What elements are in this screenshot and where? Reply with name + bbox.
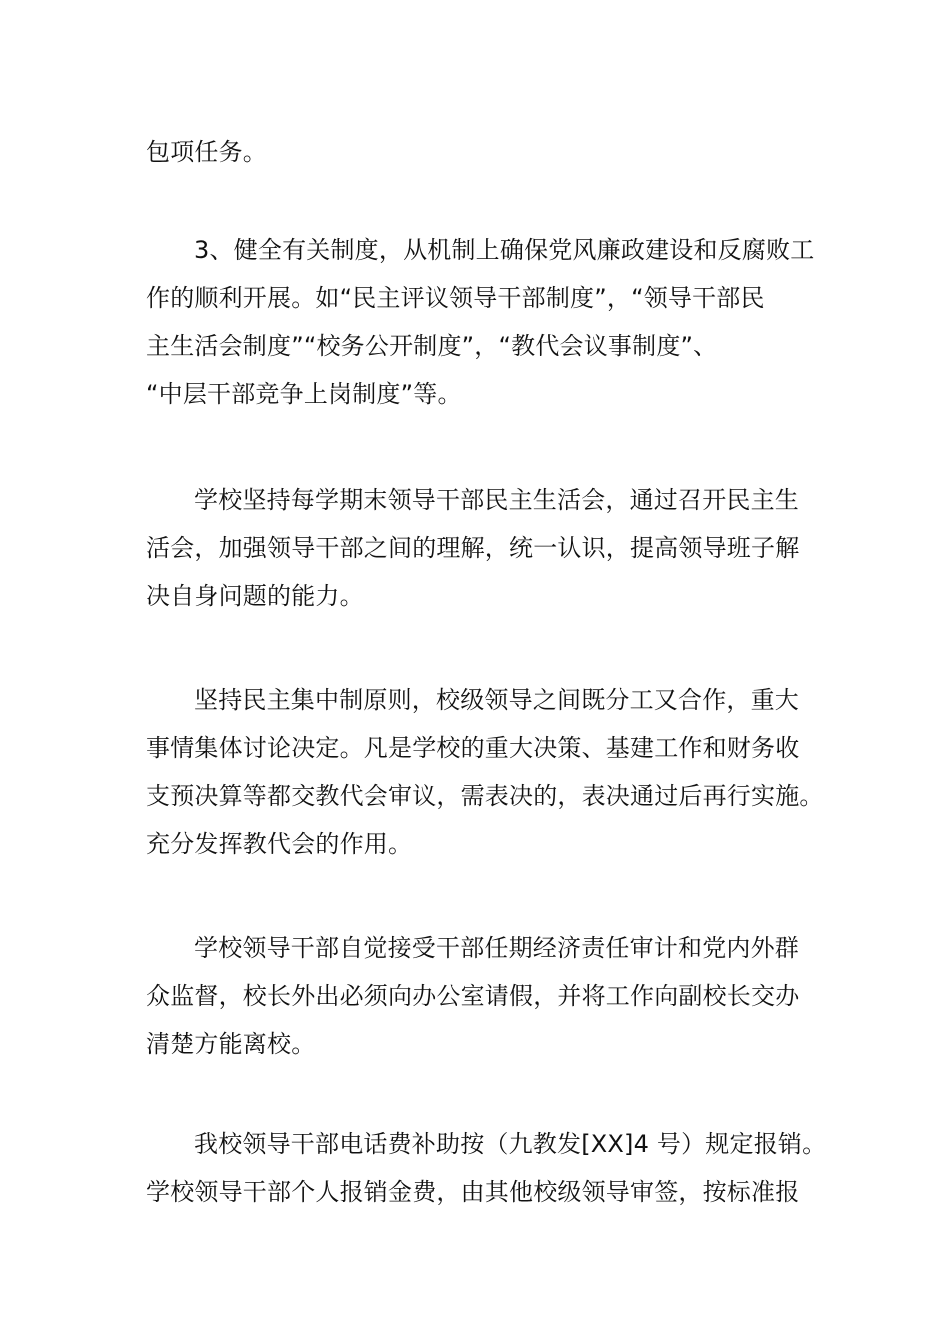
text-line: 清楚方能离校。 [146, 1030, 316, 1058]
text-line: 事情集体讨论决定。凡是学校的重大决策、基建工作和财务收 [146, 734, 800, 762]
paragraph-democratic-meeting [146, 476, 811, 620]
text-line: 学校坚持每学期末领导干部民主生活会，通过召开民主生 [194, 486, 799, 514]
paragraph-democratic-centralism [146, 676, 824, 868]
text-line: 作的顺利开展。如“民主评议领导干部制度”，“领导干部民 [146, 284, 765, 312]
text-line: 支预决算等都交教代会审议，需表决的，表决通过后再行实施。 [146, 782, 824, 810]
text-line: 活会，加强领导干部之间的理解，统一认识，提高领导班子解 [146, 534, 800, 562]
text-line: 包项任务。 [146, 138, 267, 166]
text-line: 学校领导干部自觉接受干部任期经济责任审计和党内外群 [194, 934, 799, 962]
paragraph-audit-supervision [146, 924, 811, 1068]
text-line: 坚持民主集中制原则，校级领导之间既分工又合作，重大 [194, 686, 799, 714]
text-line: 我校领导干部电话费补助按（九教发[XX]4 号）规定报销。 [194, 1130, 827, 1158]
text-line: 学校领导干部个人报销金费，由其他校级领导审签，按标准报 [146, 1178, 800, 1206]
paragraph-reimbursement [146, 1120, 827, 1216]
text-line: “中层干部竞争上岗制度”等。 [146, 380, 462, 408]
text-line: 决自身问题的能力。 [146, 582, 364, 610]
paragraph-system-rules [146, 226, 815, 418]
text-line: 众监督，校长外出必须向办公室请假，并将工作向副校长交办 [146, 982, 800, 1010]
text-line: 充分发挥教代会的作用。 [146, 830, 413, 858]
paragraph-continuation [146, 128, 811, 176]
text-line: 主生活会制度”“校务公开制度”，“教代会议事制度”、 [146, 332, 718, 360]
text-line: 3、健全有关制度，从机制上确保党风廉政建设和反腐败工 [194, 236, 815, 264]
